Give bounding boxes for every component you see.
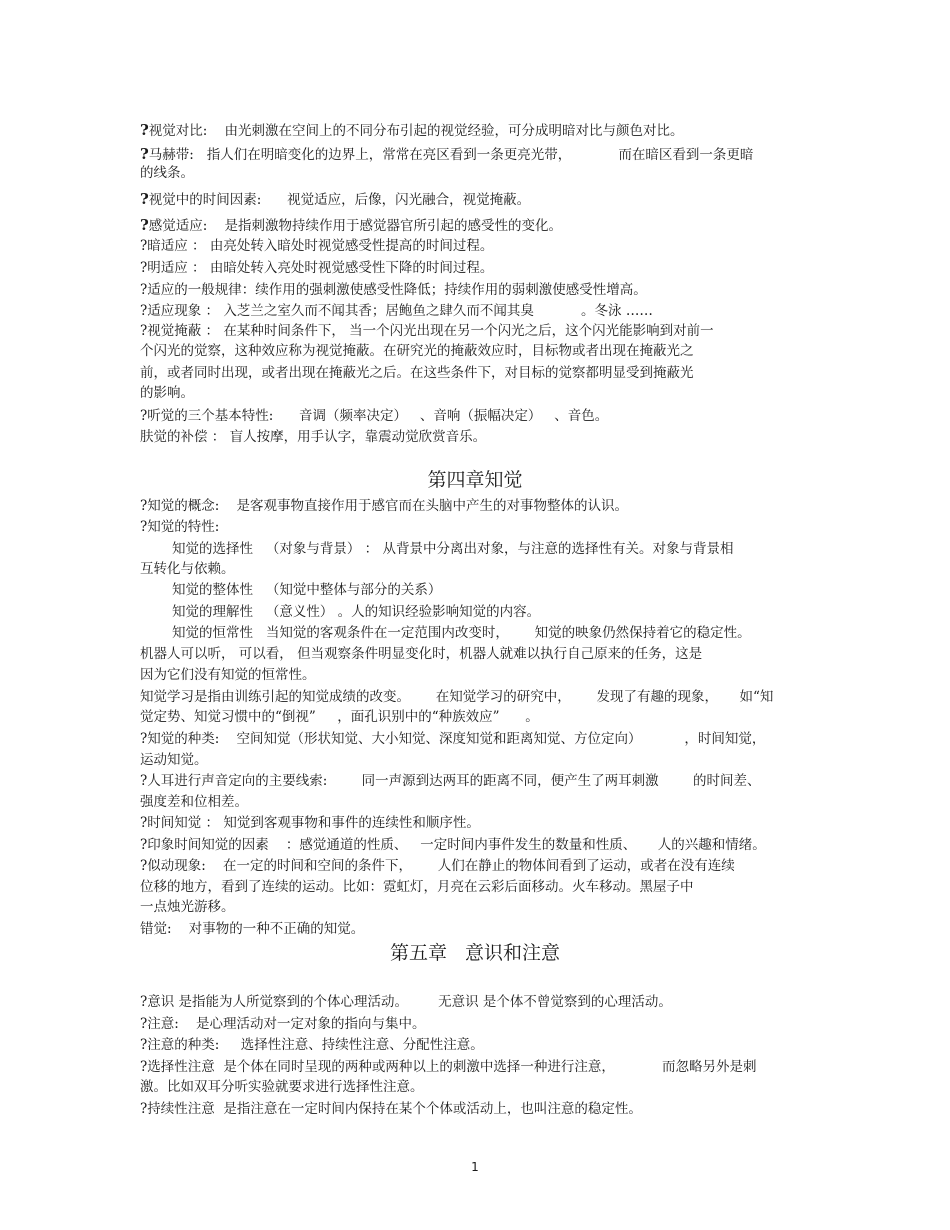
text-line: ?知觉的种类: 空间知觉（形状知觉、大小知觉、深度知觉和距离知觉、方位定向） ，时间知觉， — [140, 731, 766, 747]
text-line: ?适应的一般规律：续作用的强刺激使感受性降低；持续作用的弱刺激使感受性增高。 — [140, 282, 647, 298]
text-line: ?视觉掩蔽 ： 在某种时间条件下， 当一个闪光出现在另一个闪光之后，这个闪光能影响到对前一 — [140, 323, 714, 339]
question-mark: ? — [140, 323, 148, 339]
question-mark: ? — [140, 282, 148, 298]
text-line: 前，或者同时出现，或者出现在掩蔽光之后。在这些条件下，对目标的觉察都明显受到掩蔽光 — [140, 365, 694, 381]
question-mark: ? — [140, 216, 149, 234]
text-line: 知觉的恒常性 当知觉的客观条件在一定范围内改变时， 知觉的映象仍然保持着它的稳定性。 — [172, 625, 751, 641]
text-line: 知觉学习是指由训练引起的知觉成绩的改变。 在知觉学习的研究中， 发现了有趣的现象， 如“知 — [140, 689, 774, 705]
page-number: 1 — [471, 1160, 479, 1174]
text-line: ?马赫带: 指人们在明暗变化的边界上，常常在亮区看到一条更亮光带， 而在暗区看到一条更暗 — [140, 145, 754, 163]
text-line: 觉定势、知觉习惯中的“倒视” ，面孔识别中的“种族效应” 。 — [140, 709, 539, 725]
text-line: ?知觉的特性: — [140, 519, 220, 535]
text-line: ?视觉对比: 由光刺激在空间上的不同分布引起的视觉经验，可分成明暗对比与颜色对比。 — [140, 121, 684, 139]
text-line: ?时间知觉 ： 知觉到客观事物和事件的连续性和顺序性。 — [140, 815, 480, 831]
question-mark: ? — [140, 145, 149, 163]
text-line: 知觉的选择性 （对象与背景） ： 从背景中分离出对象，与注意的选择性有关。对象与背景相 — [172, 541, 734, 557]
text-line: ?选择性注意 是个体在同时呈现的两种或两种以上的刺激中选择一种进行注意， 而忽略另外是刺 — [140, 1059, 757, 1075]
question-mark: ? — [140, 408, 148, 424]
text-line: 位移的地方，看到了连续的运动。比如：霓虹灯，月亮在云彩后面移动。火车移动。黑屋子中 — [140, 879, 694, 895]
text-line: 因为它们没有知觉的恒常性。 — [140, 667, 316, 683]
text-line: ?注意: 是心理活动对一定对象的指向与集中。 — [140, 1016, 426, 1032]
text-line: ?人耳进行声音定向的主要线索: 同一声源到达两耳的距离不同，便产生了两耳刺激 的时间差、 — [140, 773, 761, 789]
text-line: ?知觉的概念: 是客观事物直接作用于感官而在头脑中产生的对事物整体的认识。 — [140, 498, 628, 514]
text-line: ?适应现象 ： 入芝兰之室久而不闻其香；居鲍鱼之肆久而不闻其臭 。冬泳 …… — [140, 303, 653, 319]
text-line: 的影响。 — [140, 385, 194, 401]
text-line: ?意识 是指能为人所觉察到的个体心理活动。 无意识 是个体不曾觉察到的心理活动。 — [140, 994, 672, 1010]
text-line: 运动知觉。 — [140, 752, 208, 768]
text-line: 机器人可以听， 可以看， 但当观察条件明显变化时，机器人就难以执行自己原来的任务，这是 — [140, 646, 703, 662]
text-line: ?视觉中的时间因素: 视觉适应，后像，闪光融合，视觉掩蔽。 — [140, 190, 531, 208]
text-line: 肤觉的补偿 ： 盲人按摩，用手认字，靠震动觉欣赏音乐。 — [140, 429, 487, 445]
text-line: 互转化与依赖。 — [140, 561, 235, 577]
text-line: ?印象时间知觉的因素 ：感觉通道的性质、 一定时间内事件发生的数量和性质、 人的兴趣和情绪。 — [140, 837, 766, 853]
text-line: 个闪光的觉察，这种效应称为视觉掩蔽。在研究光的掩蔽效应时，目标物或者出现在掩蔽光之 — [140, 343, 694, 359]
chapter-title: 第四章知觉 — [427, 469, 523, 491]
text-line: ?持续性注意 是指注意在一定时间内保持在某个个体或活动上，也叫注意的稳定性。 — [140, 1101, 642, 1117]
text-line: ?明适应 ： 由暗处转入亮处时视觉感受性下降的时间过程。 — [140, 260, 494, 276]
question-mark: ? — [140, 121, 149, 139]
text-line: ?似动现象: 在一定的时间和空间的条件下， 人们在静止的物体间看到了运动，或者在没有连续 — [140, 858, 735, 874]
text-line: 的线条。 — [140, 165, 194, 181]
text-line: 错觉: 对事物的一种不正确的知觉。 — [140, 921, 365, 937]
text-line: 激。比如双耳分听实验就要求进行选择性注意。 — [140, 1079, 424, 1095]
text-line: ?暗适应 ： 由亮处转入暗处时视觉感受性提高的时间过程。 — [140, 238, 494, 254]
question-mark: ? — [140, 260, 148, 276]
text-line: 强度差和位相差。 — [140, 794, 248, 810]
question-mark: ? — [140, 303, 148, 319]
text-line: 一点烛光游移。 — [140, 899, 235, 915]
text-line: 知觉的理解性 （意义性） 。人的知识经验影响知觉的内容。 — [172, 604, 541, 620]
text-line: ?感觉适应: 是指刺激物持续作用于感觉器官所引起的感受性的变化。 — [140, 216, 563, 234]
text-line: ?听觉的三个基本特性: 音调（频率决定） 、音响（振幅决定） 、音色。 — [140, 408, 609, 424]
chapter-title: 第五章 意识和注意 — [389, 942, 561, 964]
text-line: ?注意的种类: 选择性注意、持续性注意、分配性注意。 — [140, 1037, 484, 1053]
text-line: 知觉的整体性 （知觉中整体与部分的关系） — [172, 582, 442, 598]
question-mark: ? — [140, 238, 148, 254]
question-mark: ? — [140, 190, 149, 208]
